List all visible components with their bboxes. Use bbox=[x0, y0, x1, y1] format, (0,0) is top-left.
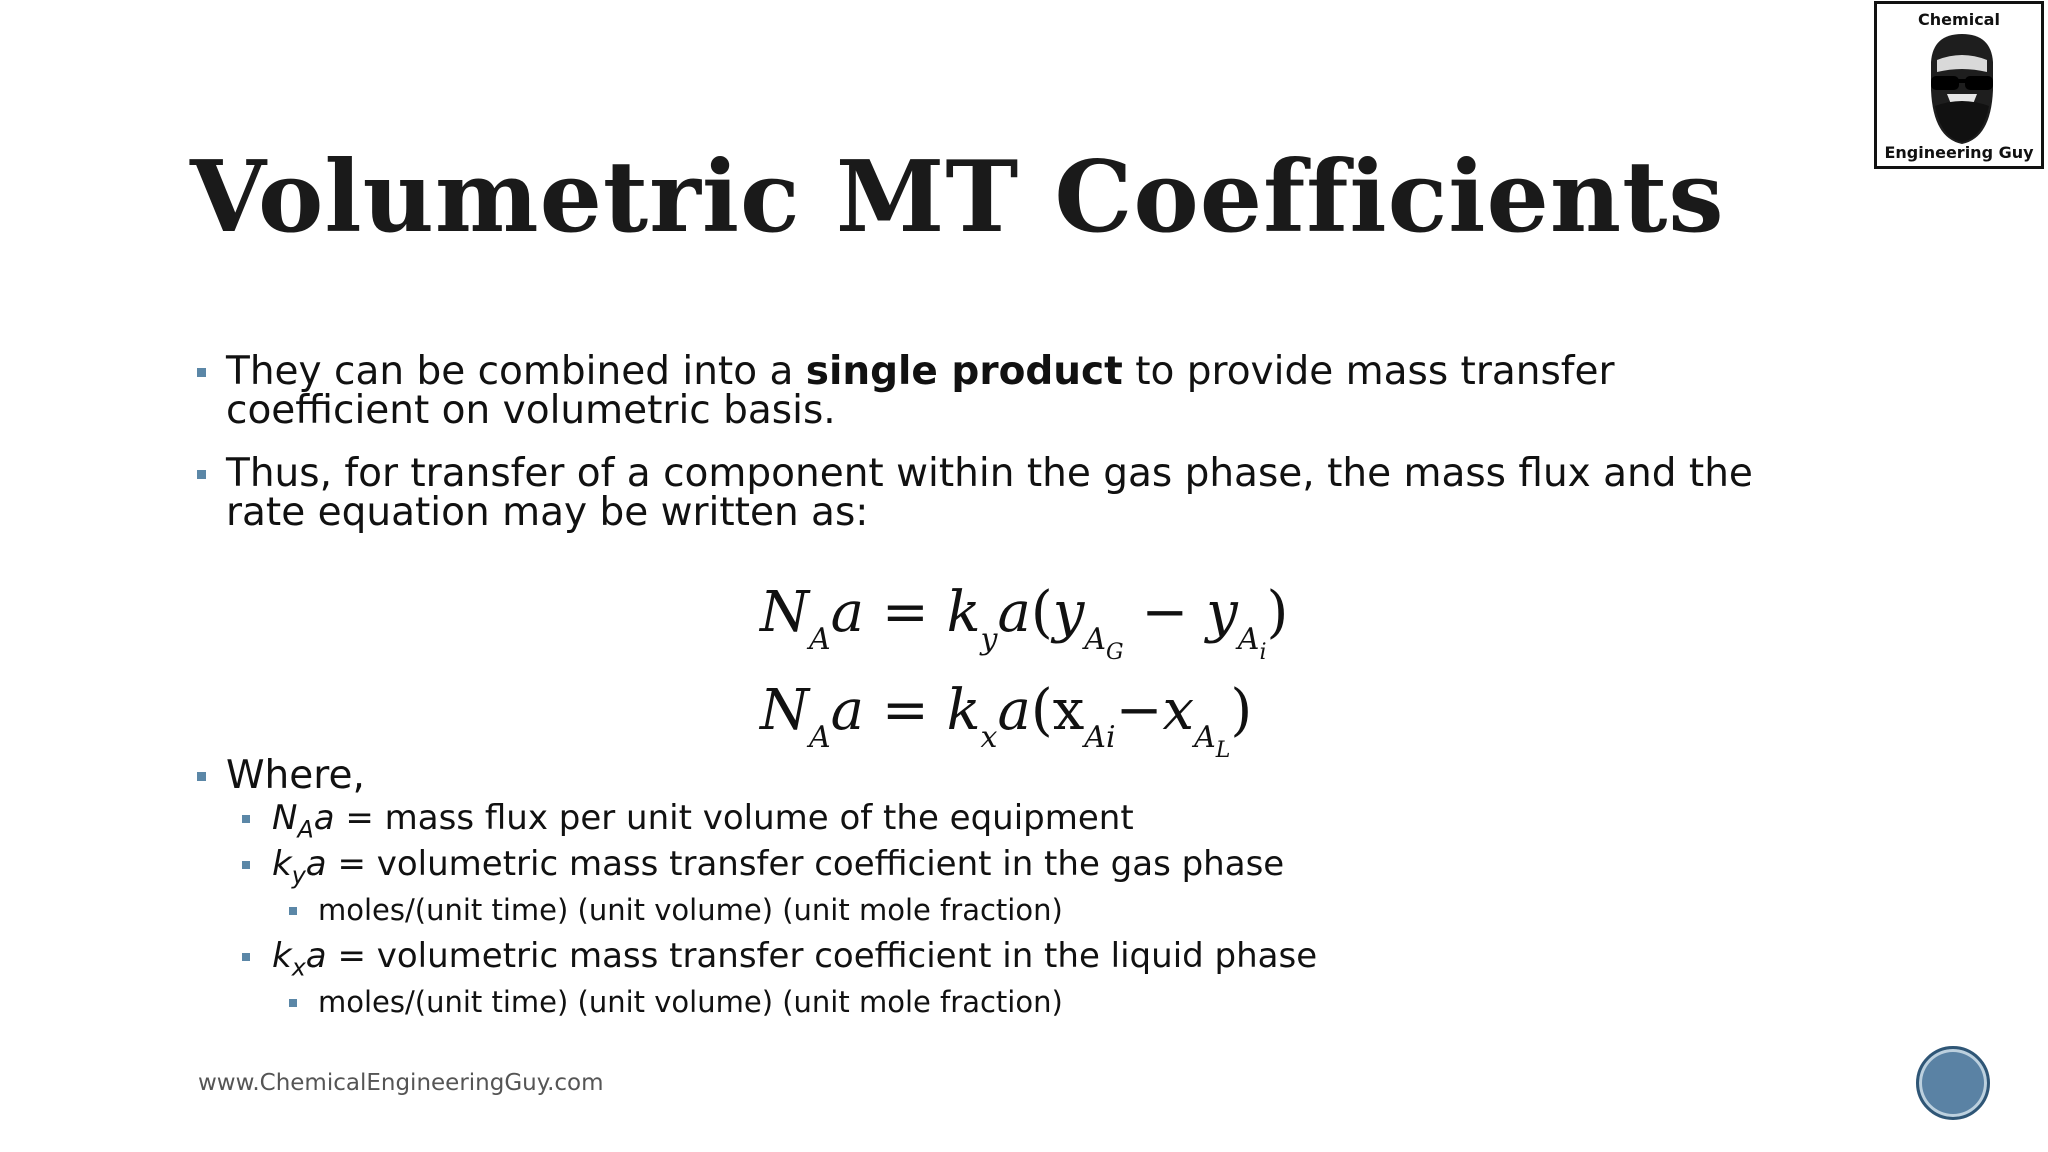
definition-kya: $k_ya$ = volumetric mass transfer coefficient in the gas phase bbox=[196, 841, 1796, 887]
bullet-square-icon bbox=[242, 861, 250, 869]
bullet-text: Thus, for transfer of a component within the gas phase, the mass flux and the rate equation may be written as: bbox=[226, 451, 1753, 535]
bullet-gas-phase bbox=[196, 451, 1796, 535]
slide-nav-button[interactable] bbox=[1916, 1046, 1990, 1120]
bullet-list bbox=[196, 349, 1796, 556]
definition-kxa: $k_xa$ = volumetric mass transfer coefficient in the liquid phase bbox=[196, 933, 1796, 979]
definitions-list bbox=[196, 753, 1796, 1025]
bullet-square-icon bbox=[242, 815, 250, 823]
equations bbox=[760, 580, 1288, 776]
definition-na: $N_Aa$ = mass flux per unit volume of the equipment bbox=[196, 795, 1796, 841]
bullet-text-post: to provide mass transfer coefficient on volumetric basis. bbox=[226, 349, 1615, 433]
logo-line-2: Engineering Guy bbox=[1884, 143, 2034, 162]
bullet-single-product bbox=[196, 349, 1796, 433]
bullet-square-icon bbox=[197, 368, 206, 377]
bullet-text-bold: single product bbox=[805, 349, 1123, 394]
bullet-square-icon bbox=[242, 953, 250, 961]
bullet-text-pre: They can be combined into a bbox=[226, 349, 806, 394]
bullet-square-icon bbox=[197, 772, 206, 781]
bullet-square-icon bbox=[289, 907, 297, 915]
slide-title: Volumetric MT Coefficients bbox=[190, 140, 1725, 255]
definition-kya-units: moles/(unit time) (unit volume) (unit mole fraction) bbox=[196, 887, 1796, 933]
equation-gas: $N_Aa = k_ya(y_{A_G} - y_{A_i})$ bbox=[760, 580, 1289, 665]
logo-line-1: Chemical bbox=[1918, 10, 2000, 29]
definition-kxa-units: moles/(unit time) (unit volume) (unit mole fraction) bbox=[196, 979, 1796, 1025]
channel-logo bbox=[1874, 1, 2044, 169]
footer-url[interactable]: www.ChemicalEngineeringGuy.com bbox=[198, 1070, 604, 1096]
bullet-where: Where, bbox=[196, 756, 1796, 795]
bullet-square-icon bbox=[197, 470, 206, 479]
equation-liquid: $N_Aa = k_xa(x_{Ai}-x_{A_L})$ bbox=[760, 678, 1253, 763]
bullet-square-icon bbox=[289, 999, 297, 1007]
bearded-man-icon bbox=[1917, 30, 2007, 148]
